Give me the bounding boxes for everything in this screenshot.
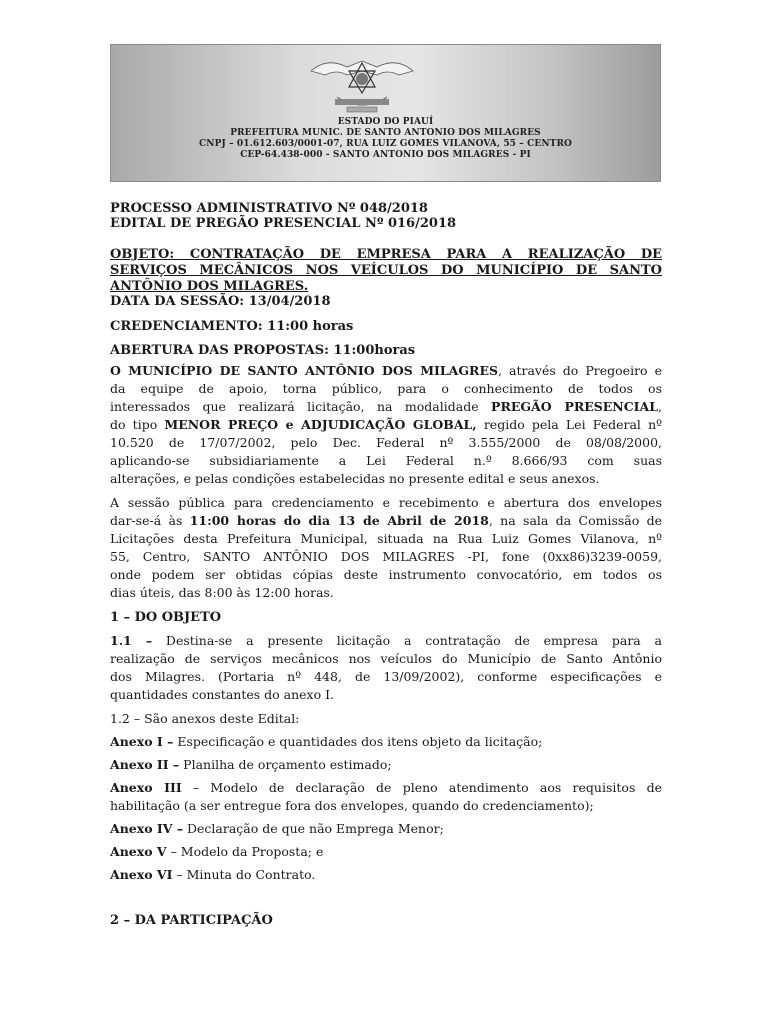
anexo-text: Planilha de orçamento estimado; [179,757,392,772]
processo-title: PROCESSO ADMINISTRATIVO Nº 048/2018 [110,201,428,216]
intro-line-4 [110,417,662,433]
header-cep: CEP-64.438-000 - SANTO ANTONIO DOS MILAGRES - PI [240,150,531,160]
sessao-line-1: A sessão pública para credenciamento e recebimento e abertura dos envelopes [110,495,662,510]
objeto-line-3: ANTÔNIO DOS MILAGRES. [110,279,309,294]
item-1-1-line-4: quantidades constantes do anexo I. [110,687,335,702]
anexo-iii-line-2: habilitação (a ser entregue fora dos envelopes, quando do credenciamento); [110,798,594,813]
section-1-heading: 1 – DO OBJETO [110,610,222,625]
anexo-label: Anexo III [110,780,182,795]
anexo-text: Declaração de que não Emprega Menor; [183,821,444,836]
section-2-heading: 2 – DA PARTICIPAÇÃO [110,913,273,928]
municipio-name: O MUNICÍPIO DE SANTO ANTÔNIO DOS MILAGRES [110,363,498,378]
anexo-label: Anexo I – [110,734,174,749]
anexo-v [110,844,662,860]
sessao-text: , na sala da Comissão de [488,513,662,528]
anexo-ii [110,757,662,773]
sessao-text: dar-se-á às [110,513,190,528]
intro-text: , [658,399,663,414]
item-1-2: 1.2 – São anexos deste Edital: [110,711,300,726]
anexo-text: – Minuta do Contrato. [172,867,316,882]
sessao-line-4: 55, Centro, SANTO ANTÔNIO DOS MILAGRES -PI, fone (0xx86)3239-0059, [110,549,662,564]
anexo-text: – Modelo de declaração de pleno atendimento aos requisitos de [181,780,662,795]
intro-line-3 [110,399,662,415]
intro-text: do tipo [110,417,165,432]
intro-line-1 [110,363,662,379]
intro-text: regido pela Lei Federal nº [476,417,663,432]
sessao-line-2 [110,513,662,529]
sessao-datetime: 11:00 horas do dia 13 de Abril de 2018 [189,513,489,528]
objeto-line-1: OBJETO: CONTRATAÇÃO DE EMPRESA PARA A REALIZAÇÃO DE [110,247,662,262]
header-cnpj: CNPJ – 01.612.603/0001-07, RUA LUIZ GOMES VILANOVA, 55 – CENTRO [199,139,572,149]
intro-text: interessados que realizará licitação, na modalidade [110,399,492,414]
municipal-crest-icon [307,53,417,115]
anexo-label: Anexo VI [110,867,173,882]
header-prefeitura: PREFEITURA MUNIC. DE SANTO ANTONIO DOS MILAGRES [230,128,541,138]
item-1-1-line-1 [110,633,662,649]
anexo-label: Anexo II – [110,757,180,772]
objeto-line-2: SERVIÇOS MECÂNICOS NOS VEÍCULOS DO MUNICÍPIO DE SANTO [110,263,662,278]
anexo-text: – Modelo da Proposta; e [166,844,324,859]
letterhead [110,44,661,182]
item-text: Destina-se a presente licitação a contratação de empresa para a [152,633,662,648]
modalidade: PREGÃO PRESENCIAL [491,399,659,414]
sessao-line-6: dias úteis, das 8:00 às 12:00 horas. [110,585,334,600]
abertura-propostas: ABERTURA DAS PROPOSTAS: 11:00horas [110,343,416,358]
anexo-label: Anexo IV – [110,821,184,836]
item-1-1-line-2: realização de serviços mecânicos nos veículos do Município de Santo Antônio [110,651,662,666]
anexo-label: Anexo V [110,844,167,859]
anexo-text: Especificação e quantidades dos itens objeto da licitação; [173,734,543,749]
anexo-iii-line-1 [110,780,662,796]
item-1-1-line-3: dos Milagres. (Portaria nº 448, de 13/09/2002), conforme especificações e [110,669,662,684]
intro-line-2: da equipe de apoio, torna público, para o conhecimento de todos os [110,381,662,396]
intro-text: , através do Pregoeiro e [498,363,662,378]
anexo-iv [110,821,662,837]
sessao-line-5: onde podem ser obtidas cópias deste instrumento convocatório, em todos os [110,567,662,582]
tipo-licitacao: MENOR PREÇO e ADJUDICAÇÃO GLOBAL, [164,417,477,432]
anexo-i [110,734,662,750]
intro-line-7: alterações, e pelas condições estabelecidas no presente edital e seus anexos. [110,471,600,486]
intro-line-5: 10.520 de 17/07/2002, pelo Dec. Federal nº 3.555/2000 de 08/08/2000, [110,435,662,450]
anexo-vi [110,867,662,883]
intro-line-6: aplicando-se subsidiariamente a Lei Federal n.º 8.666/93 com suas [110,453,662,468]
credenciamento: CREDENCIAMENTO: 11:00 horas [110,319,354,334]
header-state: ESTADO DO PIAUÍ [337,117,434,127]
item-number: 1.1 – [110,633,153,648]
data-sessao: DATA DA SESSÃO: 13/04/2018 [110,294,331,309]
edital-title: EDITAL DE PREGÃO PRESENCIAL Nº 016/2018 [110,216,457,231]
sessao-line-3: Licitações desta Prefeitura Municipal, situada na Rua Luiz Gomes Vilanova, nº [110,531,662,546]
